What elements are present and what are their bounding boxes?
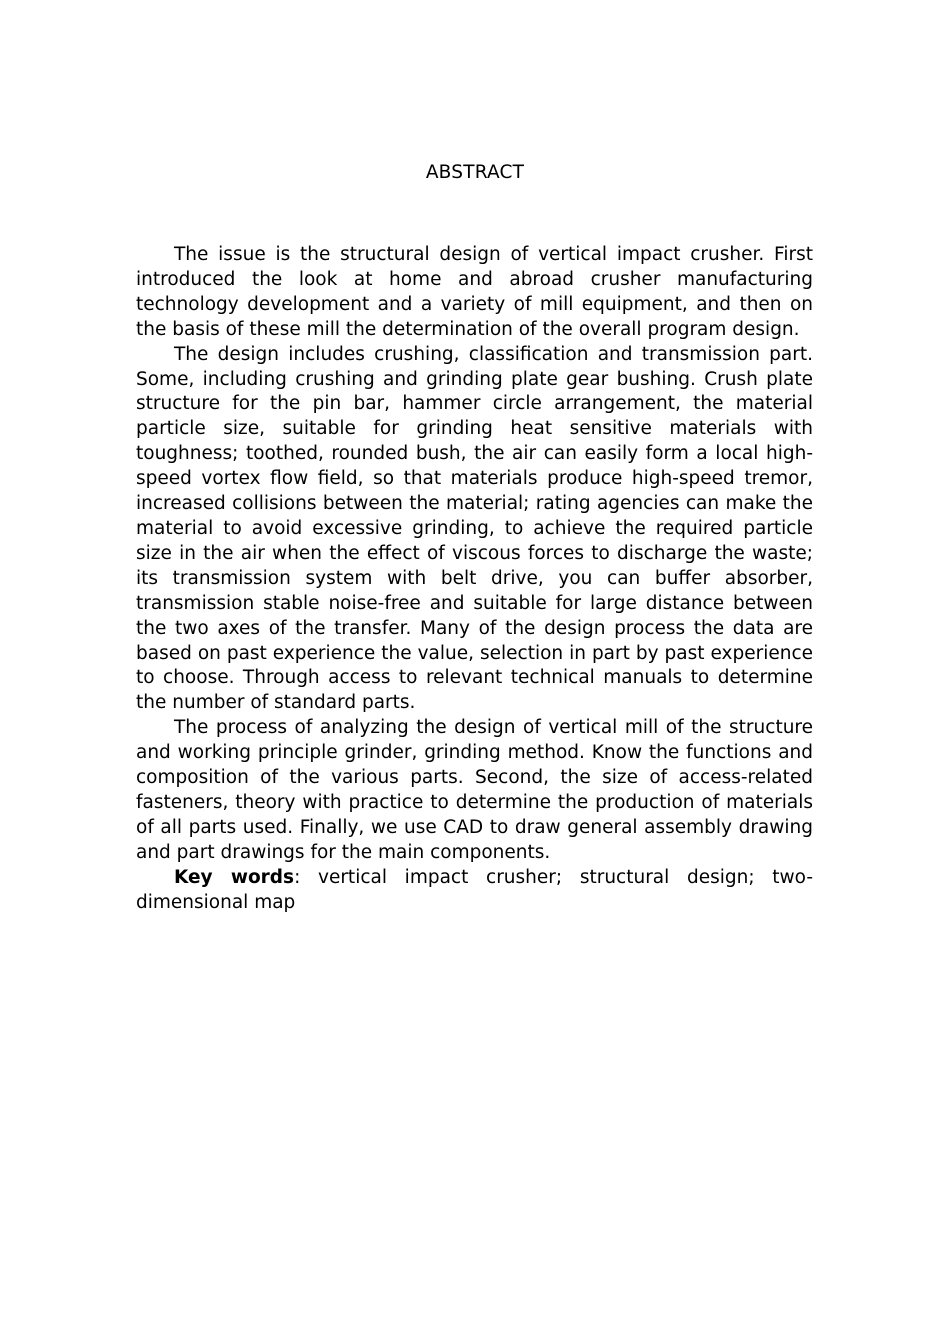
abstract-paragraph-1: The issue is the structural design of vertical impact crusher. First introduced the look at home and abroad crusher manufacturing technology development and a variety of mill equipment, and then on the basis of these mill the determination of the overall program design.: [136, 244, 813, 340]
abstract-paragraph-2: The design includes crushing, classification and transmission part. Some, including crushing and grinding plate gear bushing. Crush plate structure for the pin bar, hammer circle arrangement, the material particle size, suitable for grinding heat sensitive materials with toughness; toothed, rounded bush, the air can easily form a local high-speed vortex flow field, so that materials produce high-speed tremor, increased collisions between the material; rating agencies can make the material to avoid excessive grinding, to achieve the required particle size in the air when the effect of viscous forces to discharge the waste; its transmission system with belt drive, you can buffer absorber, transmission stable noise-free and suitable for large distance between the two axes of the transfer. Many of the design process the data are based on past experience the value, selection in part by past experience to choose. Through access to relevant technical manuals to determine the number of standard parts.: [136, 343, 813, 714]
page-title: ABSTRACT: [425, 162, 525, 183]
keywords-separator: :: [294, 866, 318, 888]
keywords-label: Key words: [174, 866, 295, 888]
keywords-text: vertical impact crusher; structural design; two-dimensional map: [136, 866, 813, 913]
abstract-paragraph-3: The process of analyzing the design of vertical mill of the structure and working principle grinder, grinding method. Know the functions and composition of the various parts. Second, the size of access-related fasteners, theory with practice to determine the production of materials of all parts used. Finally, we use CAD to draw general assembly drawing and part drawings for the main components.: [136, 717, 813, 863]
keywords-paragraph: [136, 866, 813, 916]
abstract-body: [136, 243, 813, 915]
